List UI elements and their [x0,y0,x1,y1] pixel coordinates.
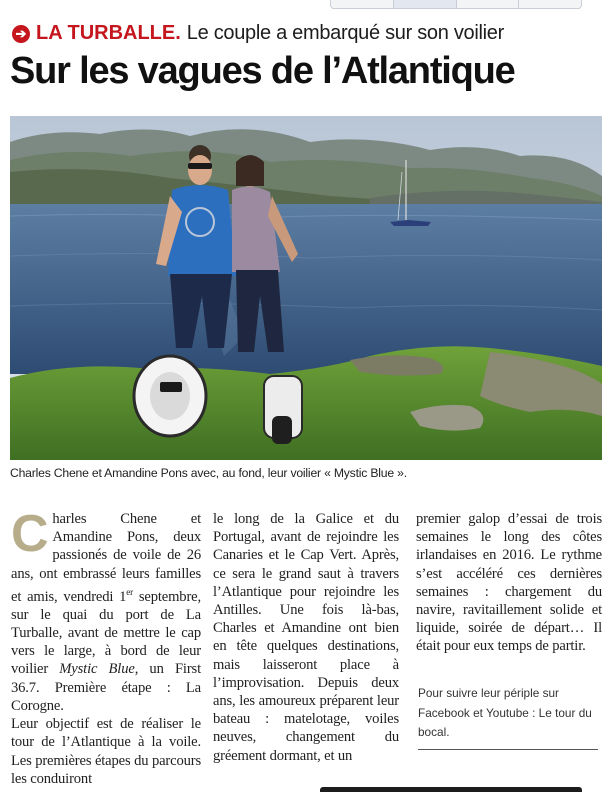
paragraph: premier galop d’essai de trois semaines le long des côtes irlandaises en 2016. Le rythme s’est accéléré ces dernières semaines : chargement du navire, ravitaillement solide et liquide, soirée de départ… Il était pour eux temps de partir. [416,511,602,655]
paragraph-2: Leur objectif est de réaliser le tour de l’Atlantique à la voile. Les premières étapes du parcours les conduiront [11,716,201,787]
toolbar-segment[interactable] [457,0,520,8]
toolbar-segment[interactable] [331,0,394,8]
drop-cap: C [11,505,49,563]
kicker-text: Le couple a embarqué sur son voilier [186,22,504,44]
article-column-3 [416,510,602,656]
kicker-place: LA TURBALLE. [36,22,181,44]
text-run: septembre, sur le quai du port de La Turballe, avant de mettre le cap vers le large, à bord de leur voilier [11,588,201,678]
photo-caption: Charles Chene et Amandine Pons avec, au fond, leur voilier « Mystic Blue ». [10,466,407,480]
text-run: , un First 36.7. Première étape : La Corogne. [11,661,201,714]
article-column-1 [11,505,201,788]
viewer-toolbar [330,0,582,9]
toolbar-segment-active[interactable] [394,0,457,8]
boat-name: Mystic Blue [59,661,135,678]
info-note: Pour suivre leur périple sur Facebook et Youtube : Le tour du bocal. [418,684,598,750]
superscript: er [126,586,133,597]
paragraph-1 [11,505,201,715]
kicker [12,22,504,45]
paragraph: le long de la Galice et du Portugal, avant de rejoindre les Canaries et le Cap Vert. Après, ce sera le grand saut à travers l’Atlantique pour rejoindre les Antilles. Une fois là-bas, Charles et Amandine ont bien en tête quelques destinations, mais laisseront place à l’improvisation. Depuis deux ans, les amoureux préparent leur bateau : matelotage, voiles neuves, changement du gréement dormant, et un [213,511,399,764]
article-photo [10,116,602,460]
arrow-right-circle-icon: ➔ [12,25,30,43]
text-run: harles Chene et Amandine Pons, deux passionés de voile de 26 ans, ont embrassé leurs familles et amis, vendredi 1 [11,511,201,605]
toolbar-segment[interactable] [519,0,581,8]
headline: Sur les vagues de l’Atlantique [10,50,515,92]
article-column-2 [213,510,399,765]
home-indicator [320,787,582,792]
